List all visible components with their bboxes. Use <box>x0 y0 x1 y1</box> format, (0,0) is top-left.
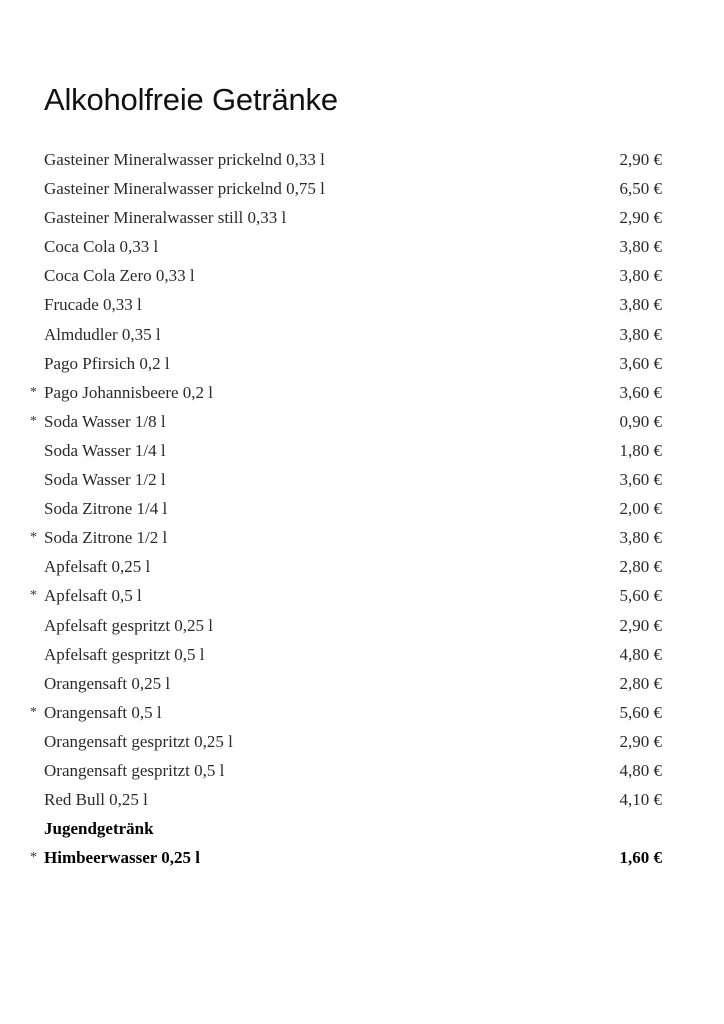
menu-item <box>0 756 724 785</box>
item-marker: * <box>30 413 37 429</box>
item-name: Coca Cola 0,33 l <box>44 237 159 257</box>
item-name: Orangensaft gespritzt 0,5 l <box>44 760 225 780</box>
item-name: Almdudler 0,35 l <box>44 324 161 344</box>
menu-item <box>0 785 724 814</box>
item-price: 2,90 € <box>619 208 662 228</box>
item-name: Gasteiner Mineralwasser prickelnd 0,75 l <box>44 179 325 199</box>
item-price: 3,80 € <box>619 324 662 344</box>
menu-item <box>0 727 724 756</box>
menu-item <box>0 145 724 174</box>
page-title: Alkoholfreie Getränke <box>44 82 338 117</box>
item-name: Frucade 0,33 l <box>44 295 142 315</box>
item-name: Coca Cola Zero 0,33 l <box>44 266 195 286</box>
item-marker: * <box>30 588 37 604</box>
item-name: Pago Johannisbeere 0,2 l <box>44 382 214 402</box>
menu-item <box>0 290 724 319</box>
item-name: Himbeerwasser 0,25 l <box>44 848 200 868</box>
item-name: Apfelsaft 0,5 l <box>44 586 142 606</box>
menu-item <box>0 698 724 727</box>
item-price: 3,60 € <box>619 353 662 373</box>
item-name: Gasteiner Mineralwasser still 0,33 l <box>44 208 287 228</box>
item-marker: * <box>30 850 37 866</box>
item-price: 3,80 € <box>619 266 662 286</box>
item-price: 3,80 € <box>619 237 662 257</box>
menu-item <box>0 378 724 407</box>
item-price: 2,00 € <box>619 499 662 519</box>
menu-item <box>0 669 724 698</box>
item-price: 4,10 € <box>619 790 662 810</box>
item-name: Orangensaft 0,5 l <box>44 702 162 722</box>
item-name: Soda Wasser 1/8 l <box>44 411 166 431</box>
item-price: 3,60 € <box>619 382 662 402</box>
menu-item <box>0 640 724 669</box>
section-heading-label: Jugendgetränk <box>44 819 154 839</box>
menu-item <box>0 611 724 640</box>
item-price: 2,80 € <box>619 673 662 693</box>
item-name: Pago Pfirsich 0,2 l <box>44 353 170 373</box>
item-name: Soda Wasser 1/4 l <box>44 440 166 460</box>
item-price: 5,60 € <box>619 586 662 606</box>
item-price: 5,60 € <box>619 702 662 722</box>
menu-item-featured <box>0 843 724 872</box>
menu-item <box>0 203 724 232</box>
item-name: Apfelsaft 0,25 l <box>44 557 151 577</box>
item-name: Apfelsaft gespritzt 0,5 l <box>44 644 205 664</box>
menu-item <box>0 349 724 378</box>
item-marker: * <box>30 384 37 400</box>
menu-item <box>0 552 724 581</box>
menu-item <box>0 494 724 523</box>
menu-item <box>0 581 724 610</box>
item-name: Apfelsaft gespritzt 0,25 l <box>44 615 214 635</box>
item-price: 3,80 € <box>619 528 662 548</box>
section-heading-youth <box>0 814 724 843</box>
item-price: 3,80 € <box>619 295 662 315</box>
menu-item <box>0 407 724 436</box>
menu-item <box>0 320 724 349</box>
item-name: Soda Wasser 1/2 l <box>44 470 166 490</box>
item-price: 4,80 € <box>619 760 662 780</box>
item-marker: * <box>30 530 37 546</box>
item-price: 2,80 € <box>619 557 662 577</box>
item-price: 0,90 € <box>619 411 662 431</box>
menu-item <box>0 232 724 261</box>
item-price: 1,60 € <box>619 848 662 868</box>
item-name: Orangensaft 0,25 l <box>44 673 171 693</box>
item-price: 6,50 € <box>619 179 662 199</box>
item-name: Soda Zitrone 1/2 l <box>44 528 168 548</box>
item-price: 3,60 € <box>619 470 662 490</box>
item-name: Gasteiner Mineralwasser prickelnd 0,33 l <box>44 150 325 169</box>
item-price: 2,90 € <box>619 731 662 751</box>
menu-item <box>0 436 724 465</box>
item-marker: * <box>30 704 37 720</box>
item-price: 2,90 € <box>619 150 662 169</box>
item-name: Soda Zitrone 1/4 l <box>44 499 168 519</box>
item-name: Orangensaft gespritzt 0,25 l <box>44 731 233 751</box>
item-price: 2,90 € <box>619 615 662 635</box>
menu-item <box>0 465 724 494</box>
menu-item <box>0 261 724 290</box>
item-price: 1,80 € <box>619 440 662 460</box>
menu-item <box>0 174 724 203</box>
drinks-list <box>0 145 724 872</box>
menu-item <box>0 523 724 552</box>
item-price: 4,80 € <box>619 644 662 664</box>
item-name: Red Bull 0,25 l <box>44 790 148 810</box>
